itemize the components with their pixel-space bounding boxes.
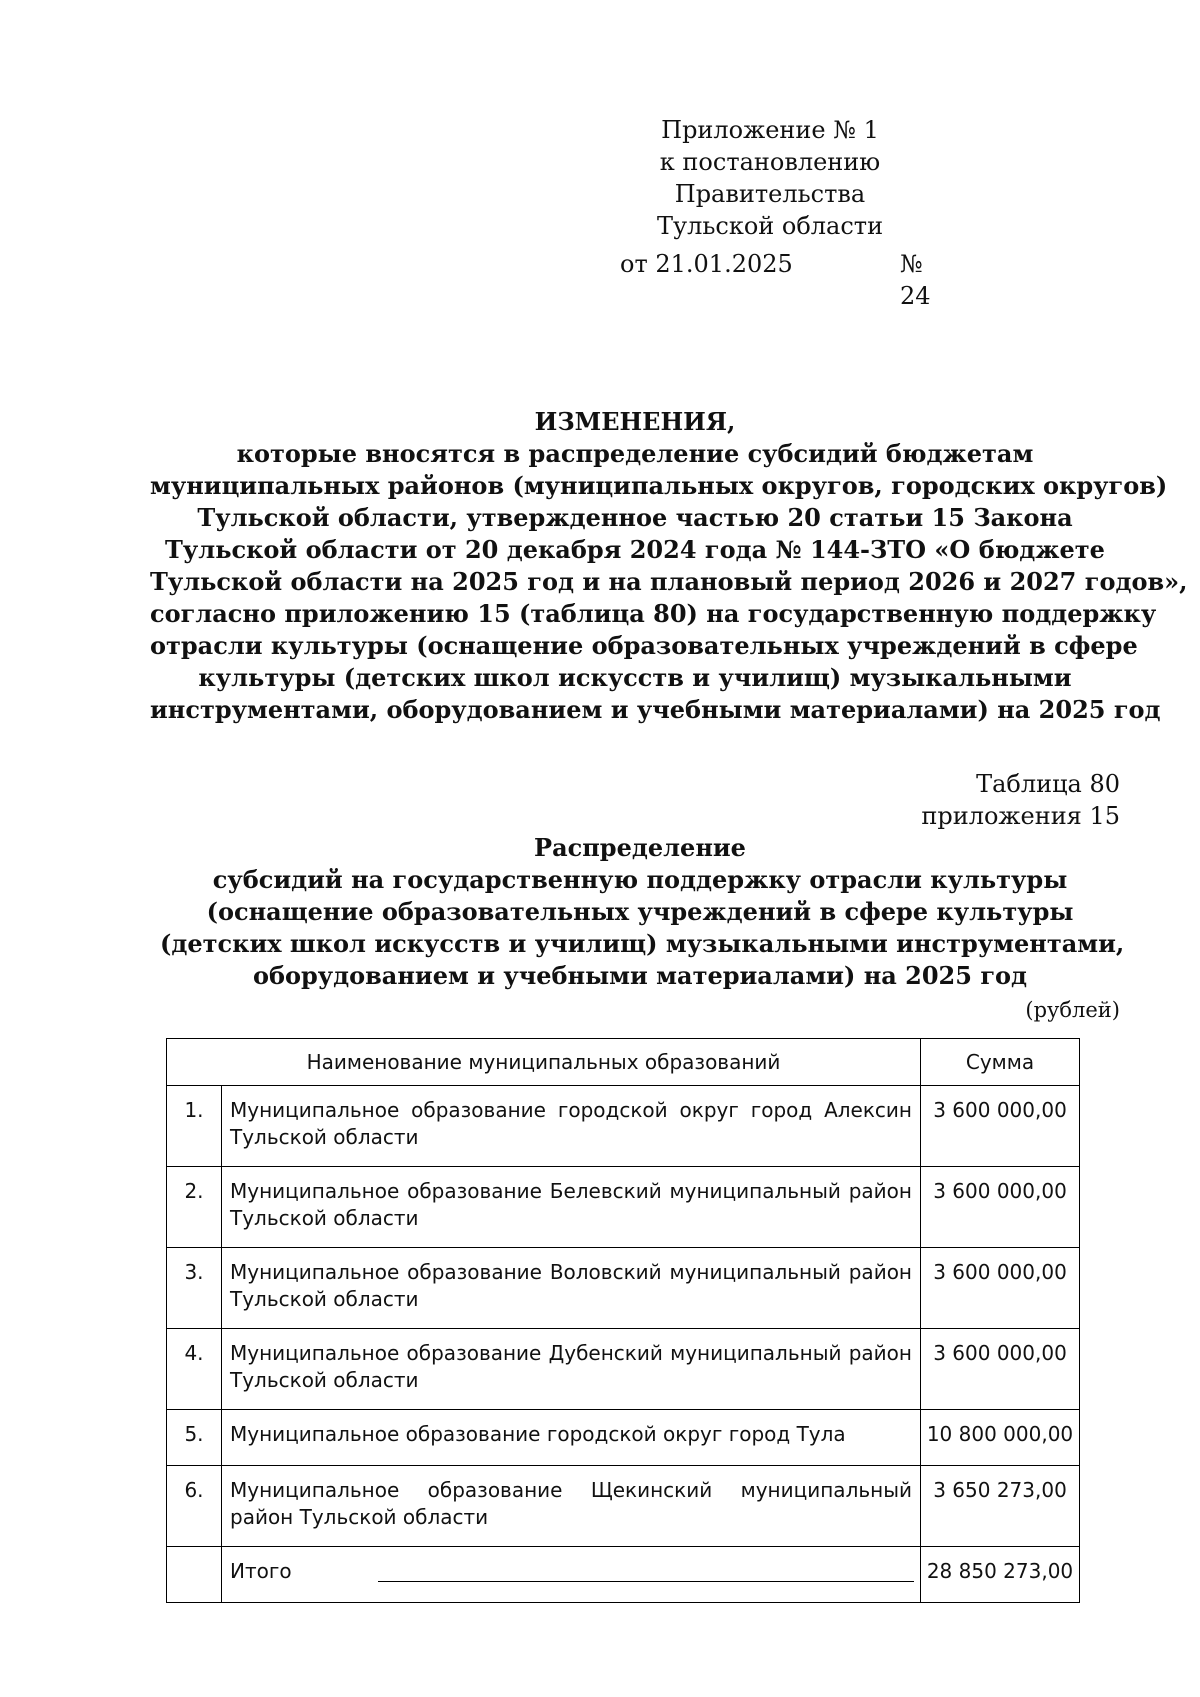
approval-line-3: Тульской области bbox=[656, 212, 884, 240]
table-row bbox=[167, 1248, 1080, 1329]
row-name: Муниципальное образование Белевский муниципальный район Тульской области bbox=[222, 1167, 921, 1248]
end-divider bbox=[378, 1581, 914, 1582]
distribution-title-line: (детских школ искусств и училищ) музыкальными инструментами, bbox=[160, 929, 1125, 958]
row-number: 2. bbox=[167, 1167, 222, 1248]
approval-line-2: к постановлению Правительства bbox=[659, 148, 881, 208]
table-reference bbox=[760, 768, 1120, 832]
units-label: (рублей) bbox=[1025, 998, 1120, 1022]
title-line: муниципальных районов (муниципальных округов, городских округов) bbox=[150, 471, 1168, 500]
header-sum: Сумма bbox=[921, 1039, 1080, 1086]
row-sum: 3 600 000,00 bbox=[921, 1329, 1080, 1410]
distribution-title-line: Распределение bbox=[534, 833, 746, 862]
table-row bbox=[167, 1410, 1080, 1466]
title-line: инструментами, оборудованием и учебными материалами) на 2025 год bbox=[150, 695, 1161, 724]
table-row bbox=[167, 1086, 1080, 1167]
row-name: Муниципальное образование Дубенский муниципальный район Тульской области bbox=[222, 1329, 921, 1410]
row-sum: 3 600 000,00 bbox=[921, 1086, 1080, 1167]
total-row bbox=[167, 1547, 1080, 1603]
row-number: 4. bbox=[167, 1329, 222, 1410]
distribution-title bbox=[160, 832, 1125, 992]
table-ref-line-1: Таблица 80 bbox=[976, 770, 1120, 798]
row-sum: 3 600 000,00 bbox=[921, 1167, 1080, 1248]
title-line: Тульской области от 20 декабря 2024 года № 144-ЗТО «О бюджете bbox=[165, 535, 1105, 564]
row-number: 1. bbox=[167, 1086, 222, 1167]
row-sum: 3 650 273,00 bbox=[921, 1466, 1080, 1547]
row-sum: 3 600 000,00 bbox=[921, 1248, 1080, 1329]
header-name: Наименование муниципальных образований bbox=[167, 1039, 921, 1086]
row-sum: 10 800 000,00 bbox=[921, 1410, 1080, 1466]
distribution-title-line: (оснащение образовательных учреждений в сфере культуры bbox=[206, 897, 1074, 926]
approval-number: № 24 bbox=[900, 250, 931, 310]
title-line: Тульской области, утвержденное частью 20 статьи 15 Закона bbox=[197, 503, 1073, 532]
total-number bbox=[167, 1547, 222, 1603]
table-row bbox=[167, 1466, 1080, 1547]
title-line: которые вносятся в распределение субсидий бюджетам bbox=[236, 439, 1034, 468]
title-line: согласно приложению 15 (таблица 80) на государственную поддержку bbox=[150, 599, 1157, 628]
row-name: Муниципальное образование Воловский муниципальный район Тульской области bbox=[222, 1248, 921, 1329]
title-line: Тульской области на 2025 год и на плановый период 2026 и 2027 годов», bbox=[150, 567, 1188, 596]
total-label: Итого bbox=[222, 1547, 921, 1603]
row-number: 6. bbox=[167, 1466, 222, 1547]
row-number: 5. bbox=[167, 1410, 222, 1466]
document-title bbox=[150, 406, 1188, 726]
row-name: Муниципальное образование городской округ город Тула bbox=[222, 1410, 921, 1466]
row-name: Муниципальное образование городской округ город Алексин Тульской области bbox=[222, 1086, 921, 1167]
row-name: Муниципальное образование Щекинский муниципальный район Тульской области bbox=[222, 1466, 921, 1547]
distribution-title-line: субсидий на государственную поддержку отрасли культуры bbox=[212, 865, 1068, 894]
title-line: культуры (детских школ искусств и училищ) музыкальными bbox=[198, 663, 1072, 692]
row-number: 3. bbox=[167, 1248, 222, 1329]
approval-line-1: Приложение № 1 bbox=[661, 116, 879, 144]
total-sum: 28 850 273,00 bbox=[921, 1547, 1080, 1603]
title-line: отрасли культуры (оснащение образовательных учреждений в сфере bbox=[150, 631, 1138, 660]
title-line: ИЗМЕНЕНИЯ, bbox=[534, 407, 736, 436]
table-header-row bbox=[167, 1039, 1080, 1086]
approval-date: от 21.01.2025 bbox=[620, 250, 793, 278]
approval-stamp bbox=[570, 114, 970, 242]
approval-date-line bbox=[620, 248, 960, 310]
table-row bbox=[167, 1329, 1080, 1410]
distribution-table bbox=[166, 1038, 1080, 1603]
table-row bbox=[167, 1167, 1080, 1248]
table-ref-line-2: приложения 15 bbox=[921, 802, 1120, 830]
distribution-title-line: оборудованием и учебными материалами) на 2025 год bbox=[252, 961, 1028, 990]
